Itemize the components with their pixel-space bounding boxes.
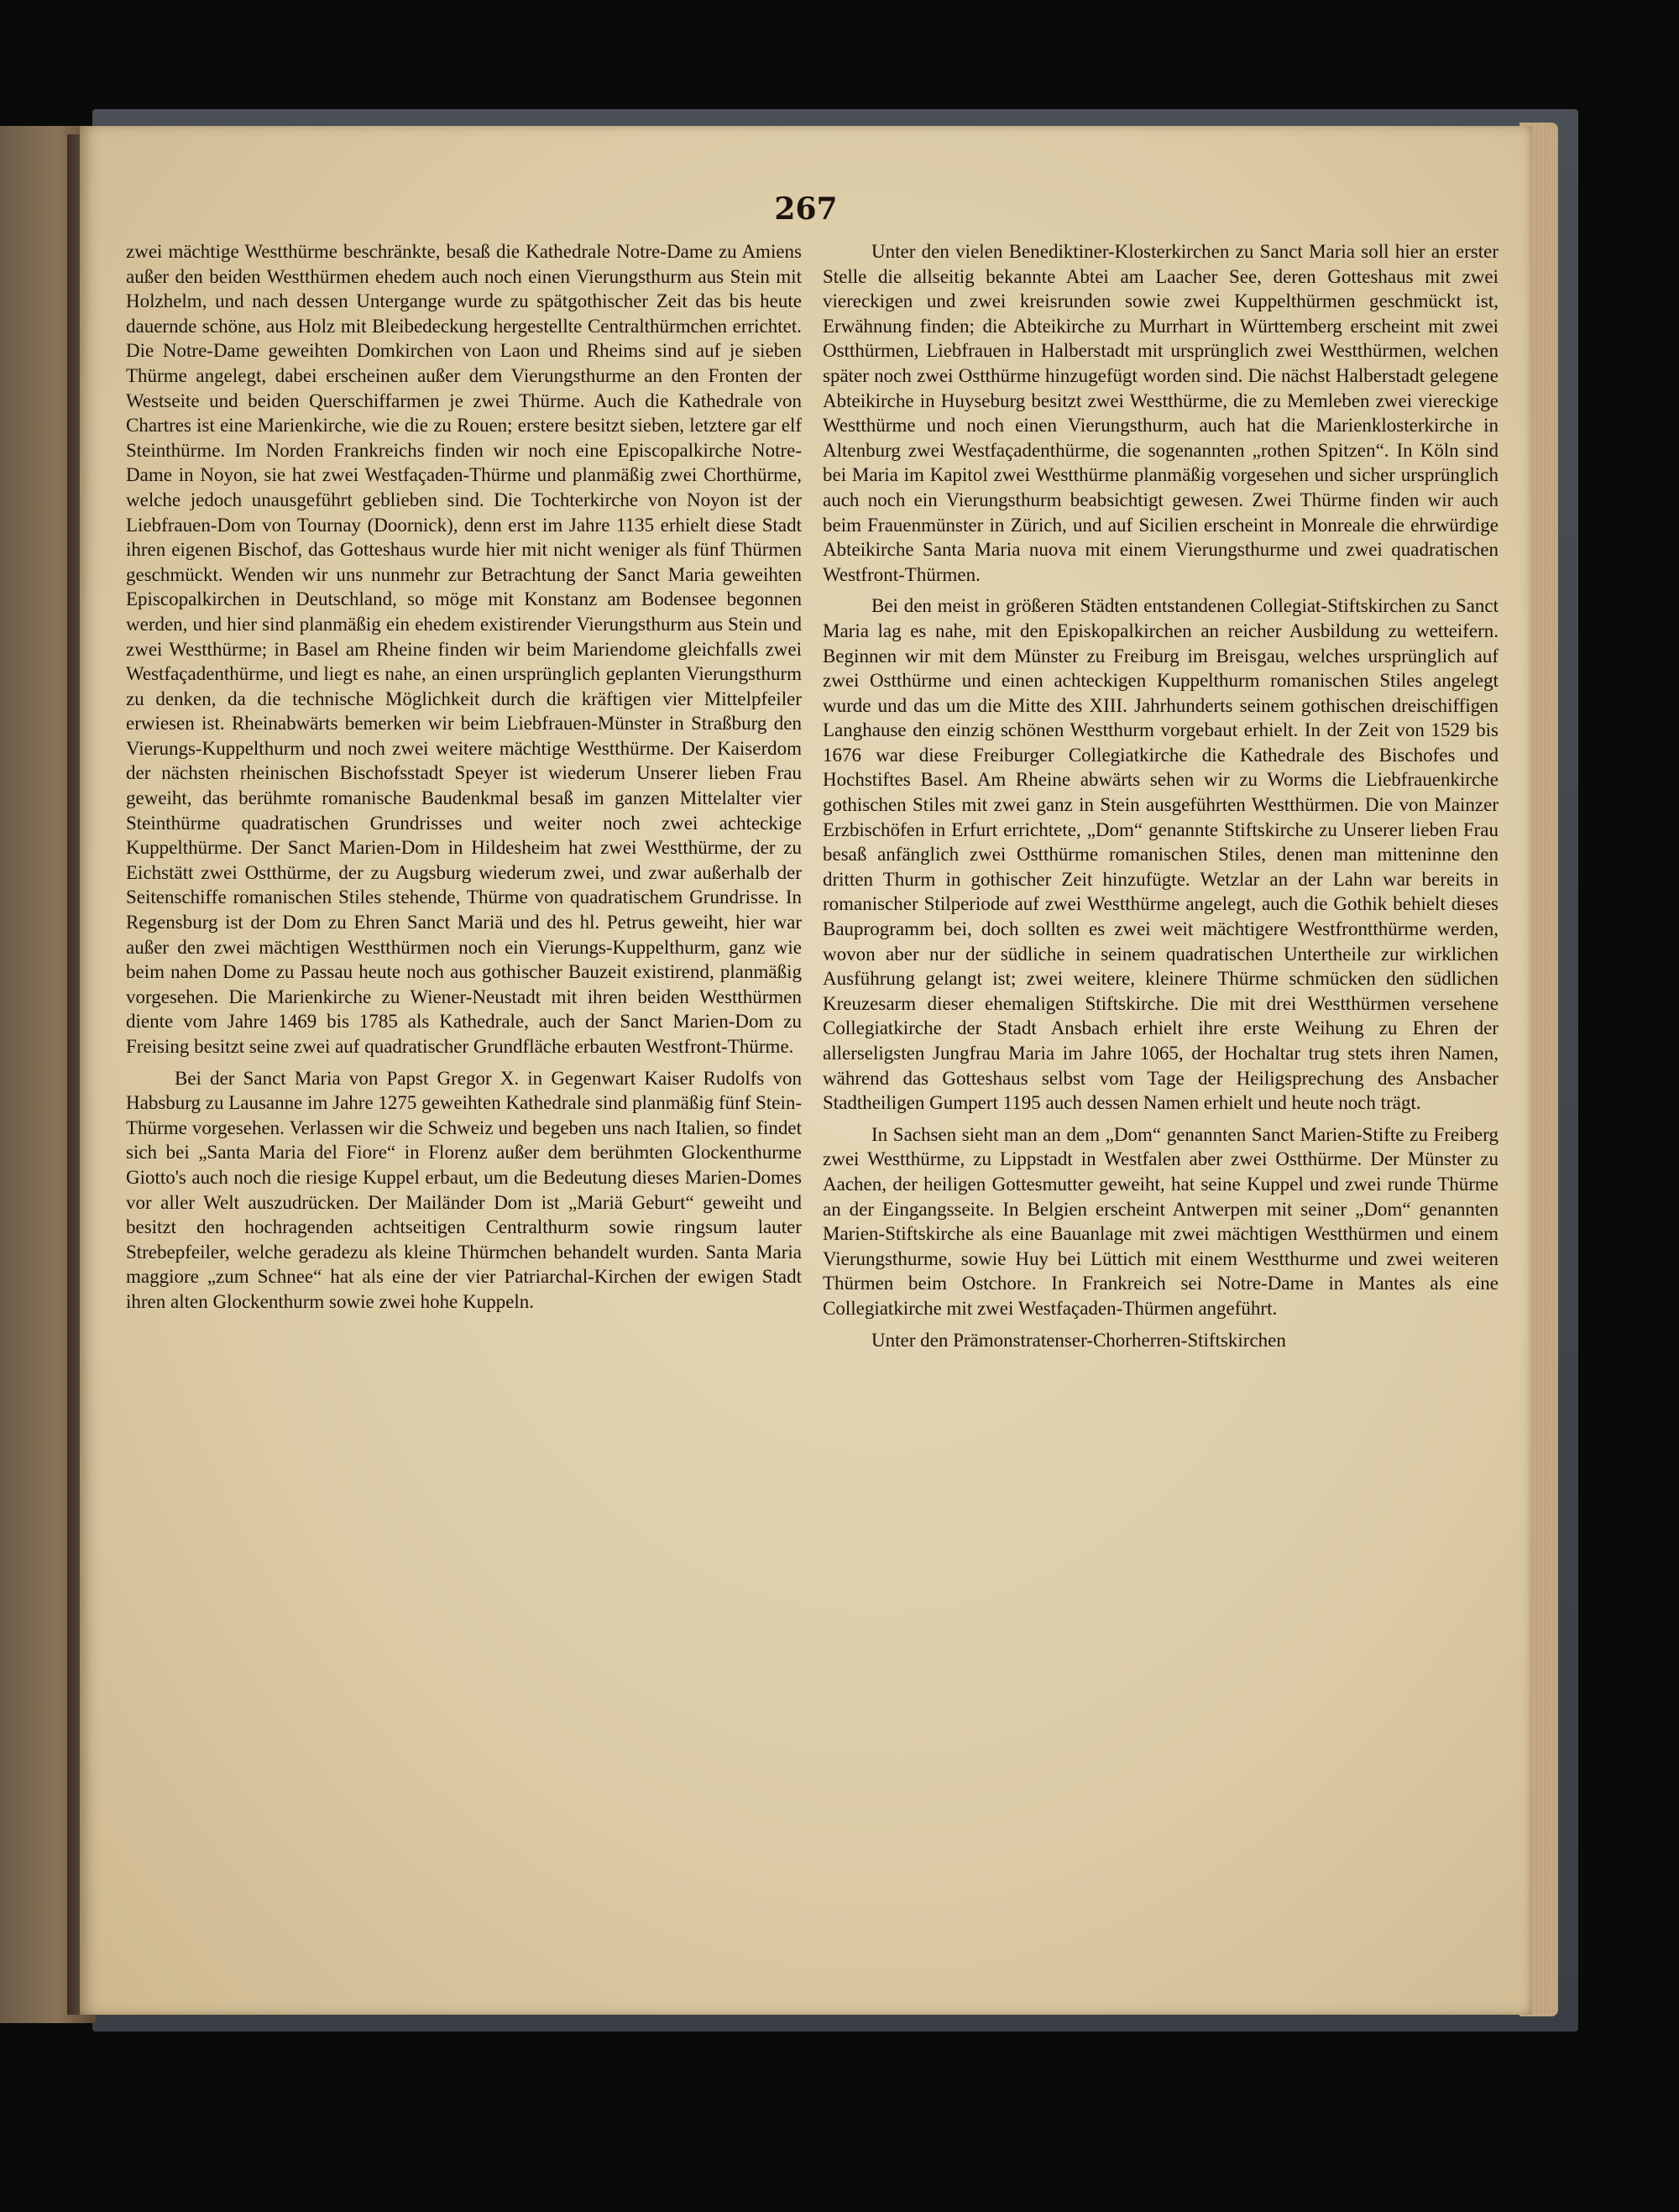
- left-paragraph-2: Bei der Sanct Maria von Papst Gregor X. in Gegenwart Kaiser Rudolfs von Habsburg zu Lausanne im Jahre 1275 geweihten Kathedrale sind planmäßig fünf Stein-Thürme vorgesehen. Verlassen wir die Schweiz und begeben uns nach Italien, so findet sich bei „Santa Maria del Fiore“ in Florenz außer dem berühmten Glockenthurme Giotto's auch noch die riesige Kuppel erbaut, um die Bedeutung dieses Marien-Domes vor aller Welt auszudrücken. Der Mailänder Dom ist „Mariä Geburt“ geweiht und besitzt den hochragenden achtseitigen Centralthurm sowie ringsum lauter Strebepfeiler, welche geradezu als kleine Thürmchen behandelt wurden. Santa Maria maggiore „zum Schnee“ hat als eine der vier Patriarchal-Kirchen der ewigen Stadt ihren alten Glockenthurm sowie zwei hohe Kuppeln.: [126, 1067, 802, 1312]
- right-paragraph-1: Unter den vielen Benediktiner-Klosterkirchen zu Sanct Maria soll hier an erster Stelle die allseitig bekannte Abtei am Laacher See, deren Gotteshaus mit zwei viereckigen und zwei kreisrunden sowie zwei Kuppelthürmen geschmückt ist, Erwähnung finden; die Abteikirche zu Murrhart in Württemberg erscheint mit zwei Ostthürmen, Liebfrauen in Halberstadt mit ursprünglich zwei Westthürmen, welchen später noch zwei Ostthürme hinzugefügt worden sind. Die nächst Halberstadt gelegene Abteikirche in Huyseburg besitzt zwei Westthürme, die zu Memleben zwei viereckige Westthürme und noch einen Vierungsthurm, auch hat die Marienklosterkirche in Altenburg zwei Westfaçadenthürme, die sogenannten „rothen Spitzen“. In Köln sind bei Maria im Kapitol zwei Westthürme planmäßig vorgesehen und sicher ursprünglich auch noch ein Vierungsthurm beabsichtigt gewesen. Zwei Thürme finden wir auch beim Frauenmünster in Zürich, und auf Sicilien erscheint in Monreale die ehrwürdige Abteikirche Santa Maria nuova mit einem Vierungsthurme und zwei quadratischen Westfront-Thürmen.: [823, 241, 1499, 585]
- right-paragraph-4: Unter den Prämonstratenser-Chorherren-Stiftskirchen: [871, 1329, 1286, 1351]
- right-column: [823, 239, 1499, 1352]
- left-paragraph-1: zwei mächtige Westthürme beschränkte, besaß die Kathedrale Notre-Dame zu Amiens außer den beiden Westthürmen ehedem auch noch einen Vierungsthurm aus Stein mit Holzhelm, und nach dessen Untergange wurde zu spätgothischer Zeit das bis heute dauernde schöne, aus Holz mit Bleibedeckung hergestellte Centralthürmchen errichtet. Die Notre-Dame geweihten Domkirchen von Laon und Rheims sind auf je sieben Thürme angelegt, dabei erscheinen außer dem Vierungsthurme an den Fronten der Westseite und beiden Querschiffarmen je zwei Thürme. Auch die Kathedrale von Chartres ist eine Marienkirche, wie die zu Rouen; erstere besitzt sieben, letztere gar elf Steinthürme. Im Norden Frankreichs finden wir noch eine Episcopalkirche Notre-Dame in Noyon, sie hat zwei Westfaçaden-Thürme und planmäßig zwei Chorthürme, welche jedoch unausgeführt geblieben sind. Die Tochterkirche von Noyon ist der Liebfrauen-Dom von Tournay (Doornick), denn erst im Jahre 1135 erhielt diese Stadt ihren eigenen Bischof, das Gotteshaus wurde hier mit nicht weniger als fünf Thürmen geschmückt. Wenden wir uns nunmehr zur Betrachtung der Sanct Maria geweihten Episcopalkirchen in Deutschland, so möge mit Konstanz am Bodensee begonnen werden, und hier sind planmäßig ein ehedem existirender Vierungsthurm aus Stein und zwei Westthürme; in Basel am Rheine finden wir beim Mariendome gleichfalls zwei Westfaçadenthürme, und liegt es nahe, an einen ursprünglich geplanten Vierungsthurm zu denken, da die technische Möglichkeit durch die kräftigen vier Mittelpfeiler erwiesen ist. Rheinabwärts bemerken wir beim Liebfrauen-Münster in Straßburg den Vierungs-Kuppelthurm und noch zwei weitere mächtige Westthürme. Der Kaiserdom der nächsten rheinischen Bischofsstadt Speyer ist wiederum Unserer lieben Frau geweiht, das berühmte romanische Baudenkmal besaß im ganzen Mittelalter vier Steinthürme quadratischen Grundrisses und weiter noch zwei achteckige Kuppelthürme. Der Sanct Marien-Dom in Hildesheim hat zwei Westthürme, der zu Eichstätt zwei Ostthürme, der zu Augsburg wiederum zwei, und zwar außerhalb der Seitenschiffe romanischen Stiles stehende, Thürme von quadratischem Grundrisse. In Regensburg ist der Dom zu Ehren Sanct Mariä und des hl. Petrus geweiht, hier war außer den zwei mächtigen Westthürmen noch ein Vierungs-Kuppelthurm, ganz wie beim nahen Dome zu Passau heute noch aus gothischer Bauzeit existirend, planmäßig vorgesehen. Die Marienkirche zu Wiener-Neustadt mit ihren beiden Westthürmen diente vom Jahre 1469 bis 1785 als Kathedrale, auch der Sanct Marien-Dom zu Freising besitzt seine zwei auf quadratischer Grundfläche erbauten Westfront-Thürme.: [126, 241, 802, 1057]
- left-column: [126, 239, 802, 1315]
- right-paragraph-2: Bei den meist in größeren Städten entstandenen Collegiat-Stiftskirchen zu Sanct Maria lag es nahe, mit den Episkopalkirchen an reicher Ausbildung zu wetteifern. Beginnen wir mit dem Münster zu Freiburg im Breisgau, welches ursprünglich auf zwei Ostthürme und einen achteckigen Kuppelthurm romanischen Stiles angelegt wurde und das um die Mitte des XIII. Jahrhunderts seinem gothischen dreischiffigen Langhause den einzig schönen Westthurm vorgebaut erhielt. In der Zeit von 1529 bis 1676 war diese Freiburger Collegiatkirche die Kathedrale des Bischofes und Hochstiftes Basel. Am Rheine abwärts sehen wir zu Worms die Liebfrauenkirche gothischen Stiles mit zwei ganz in Stein ausgeführten Westthürmen. Die von Mainzer Erzbischöfen in Erfurt errichtete, „Dom“ genannte Stiftskirche zu Unserer lieben Frau besaß anfänglich zwei Ostthürme romanischen Stiles, denen man mitteninne den dritten Thurm in gothischer Zeit hinzufügte. Wetzlar an der Lahn war bereits in romanischer Stilperiode auf zwei Westthürme angelegt, auch die Gothik behielt dieses Bauprogramm bei, doch sollten es zwei weit mächtigere Westfrontthürme werden, wovon aber nur der südliche in seinem quadratischen Untertheile zur wirklichen Ausführung gelangt ist; zwei weitere, kleinere Thürme schmücken den südlichen Kreuzesarm dieser ehemaligen Stiftskirche. Die mit drei Westthürmen versehene Collegiatkirche der Stadt Ansbach erhielt ihre erste Weihung zu Ehren der allerseligsten Jungfrau Maria im Jahre 1065, der Hochaltar trug stets ihren Namen, während das Gotteshaus selbst vom Tage der Heiligsprechung des Ansbacher Stadtheiligen Gumpert 1195 auch dessen Namen erhielt und heute noch trägt.: [823, 595, 1499, 1114]
- right-paragraph-3: In Sachsen sieht man an dem „Dom“ genannten Sanct Marien-Stifte zu Freiberg zwei Westthürme, zu Lippstadt in Westfalen aber zwei Ostthürme. Der Münster zu Aachen, der heiligen Gottesmutter geweiht, hat seine Kuppel und zwei runde Thürme an der Eingangsseite. In Belgien erscheint Antwerpen mit seiner „Dom“ genannten Marien-Stiftskirche als eine Bauanlage mit zwei mächtigen Westthürmen und einem Vierungsthurme, sowie Huy bei Lüttich mit einem Westthurme und zwei weiteren Thürmen beim Ostchore. In Frankreich sei Notre-Dame in Mantes als eine Collegiatkirche mit zwei Westfaçaden-Thürmen angeführt.: [823, 1123, 1499, 1319]
- book-page: [80, 126, 1532, 2015]
- page-number: 267: [774, 191, 838, 227]
- book: [0, 109, 1578, 2032]
